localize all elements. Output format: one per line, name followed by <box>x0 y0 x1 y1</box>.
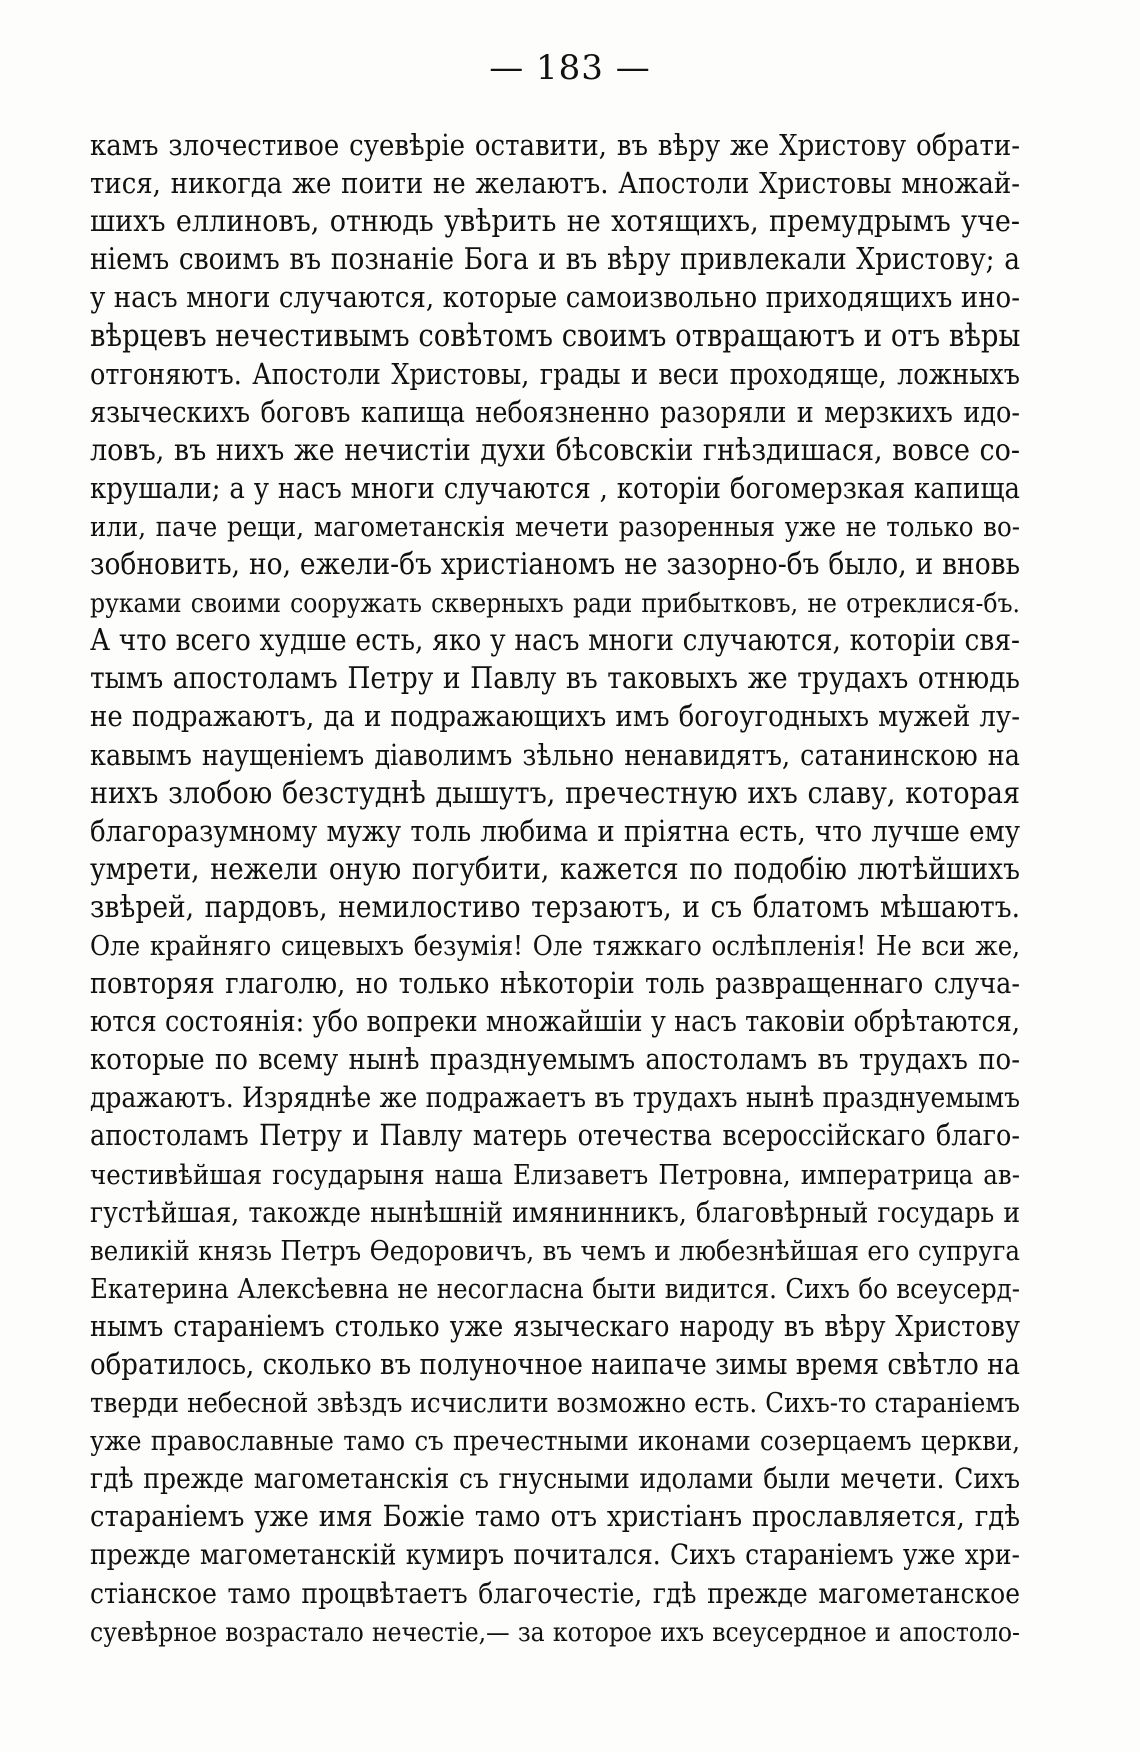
text-line: камъ злочестивое суевѣріе оставити, въ вѣру же Христову обрати- <box>90 129 1020 163</box>
text-line: тымъ апостоламъ Петру и Павлу въ таковыхъ же трудахъ отнюдь <box>90 661 1020 697</box>
text-line: у насъ многи случаются, которые самоизвольно приходящихъ ино- <box>90 281 1020 316</box>
text-line: языческихъ боговъ капища небоязненно разоряли и мерзкихъ идо- <box>90 395 1020 430</box>
text-line: крушали; а у насъ многи случаются , которіи богомерзкая капища <box>90 472 1020 506</box>
text-line: умрети, нежели оную погубити, кажется по подобію лютѣйшихъ <box>90 851 1020 887</box>
text-line: вѣрцевъ нечестивымъ совѣтомъ своимъ отвращаютъ и отъ вѣры <box>90 318 1020 355</box>
text-line: отгоняютъ. Апостоли Христовы, грады и веси проходяще, ложныхъ <box>90 357 1020 392</box>
text-line: нихъ злобою безстуднѣ дышутъ, пречестную ихъ славу, которая <box>90 775 1020 811</box>
text-line: кавымъ наущеніемъ діаволимъ зѣльно ненавидятъ, сатанинскою на <box>90 738 1020 773</box>
text-line: Екатерина Алексѣевна не несогласна быти видится. Сихъ бо всеусерд- <box>90 1272 1020 1305</box>
text-line: великій князь Петръ Ѳедоровичъ, въ чемъ и любезнѣйшая его супруга <box>90 1233 1020 1267</box>
text-line: шихъ еллиновъ, отнюдь увѣрить не хотящихъ, премудрымъ уче- <box>90 204 1020 239</box>
text-line: обратилось, сколько въ полуночное наипаче зимы время свѣтло на <box>90 1348 1020 1382</box>
text-line: которые по всему нынѣ празднуемымъ апостоламъ въ трудахъ по- <box>90 1043 1020 1078</box>
text-line: руками своими сооружать скверныхъ ради прибытковъ, не отреклися-бъ. <box>90 587 1020 619</box>
text-line: стараніемъ уже имя Божіе тамо отъ христіанъ прославляется, гдѣ <box>90 1500 1020 1535</box>
text-line: не подражаютъ, да и подражающихъ имъ богоугодныхъ мужей лу- <box>90 700 1020 735</box>
text-line: ются состоянія: убо вопреки множайшіи у насъ таковіи обрѣтаются, <box>90 1005 1020 1039</box>
text-line: прежде магометанскій кумиръ почитался. Сихъ стараніемъ уже хри- <box>90 1538 1020 1572</box>
text-line: уже православные тамо съ пречестными иконами созерцаемъ церкви, <box>90 1424 1020 1457</box>
text-line: повторяя глаголю, но только нѣкоторіи толь развращеннаго случа- <box>90 967 1020 1001</box>
text-line: стіанское тамо процвѣтаетъ благочестіе, гдѣ прежде магометанское <box>90 1576 1020 1610</box>
text-line: дражаютъ. Изряднѣе же подражаетъ въ трудахъ нынѣ празднуемымъ <box>90 1081 1020 1115</box>
text-line: тися, никогда же поити не желаютъ. Апостоли Христовы множай- <box>90 167 1020 201</box>
text-line: тверди небесной звѣздъ исчислити возможно есть. Сихъ-то стараніемъ <box>90 1386 1020 1419</box>
text-line: ніемъ своимъ въ познаніе Бога и въ вѣру привлекали Христову; а <box>90 242 1020 278</box>
text-line: ловъ, въ нихъ же нечистіи духи бѣсовскіи гнѣздишася, вовсе со- <box>90 432 1020 468</box>
text-line: честивѣйшая государыня наша Елизаветъ Петровна, императрица ав- <box>90 1157 1020 1191</box>
text-line: густѣйшая, такожде нынѣшній имянинникъ, благовѣрный государь и <box>90 1195 1020 1229</box>
body-text <box>90 127 1020 1651</box>
text-line: суевѣрное возрастало нечестіе,— за которое ихъ всеусердное и апостоло- <box>90 1615 1020 1648</box>
text-line: зобновить, но, ежели-бъ христіаномъ не зазорно-бъ было, и вновь <box>90 547 1020 582</box>
text-line: апостоламъ Петру и Павлу матерь отечества всероссійскаго благо- <box>90 1119 1020 1154</box>
page-number: — 183 — <box>489 48 651 88</box>
text-line: благоразумному мужу толь любима и пріятна есть, что лучше ему <box>90 814 1020 849</box>
text-line: нымъ стараніемъ столько уже языческаго народу въ вѣру Христову <box>90 1310 1020 1344</box>
text-line: звѣрей, пардовъ, немилостиво терзаютъ, и съ блатомъ мѣшаютъ. <box>90 889 1020 925</box>
text-line: гдѣ прежде магометанскія съ гнусными идолами были мечети. Сихъ <box>90 1462 1020 1495</box>
text-line: или, паче рещи, магометанскія мечети разоренныя уже не только во- <box>90 510 1020 543</box>
text-line: А что всего худше есть, яко у насъ многи случаются, которіи свя- <box>90 623 1020 659</box>
text-line: Оле крайняго сицевыхъ безумія! Оле тяжкаго ослѣпленія! Не вси же, <box>90 929 1020 962</box>
